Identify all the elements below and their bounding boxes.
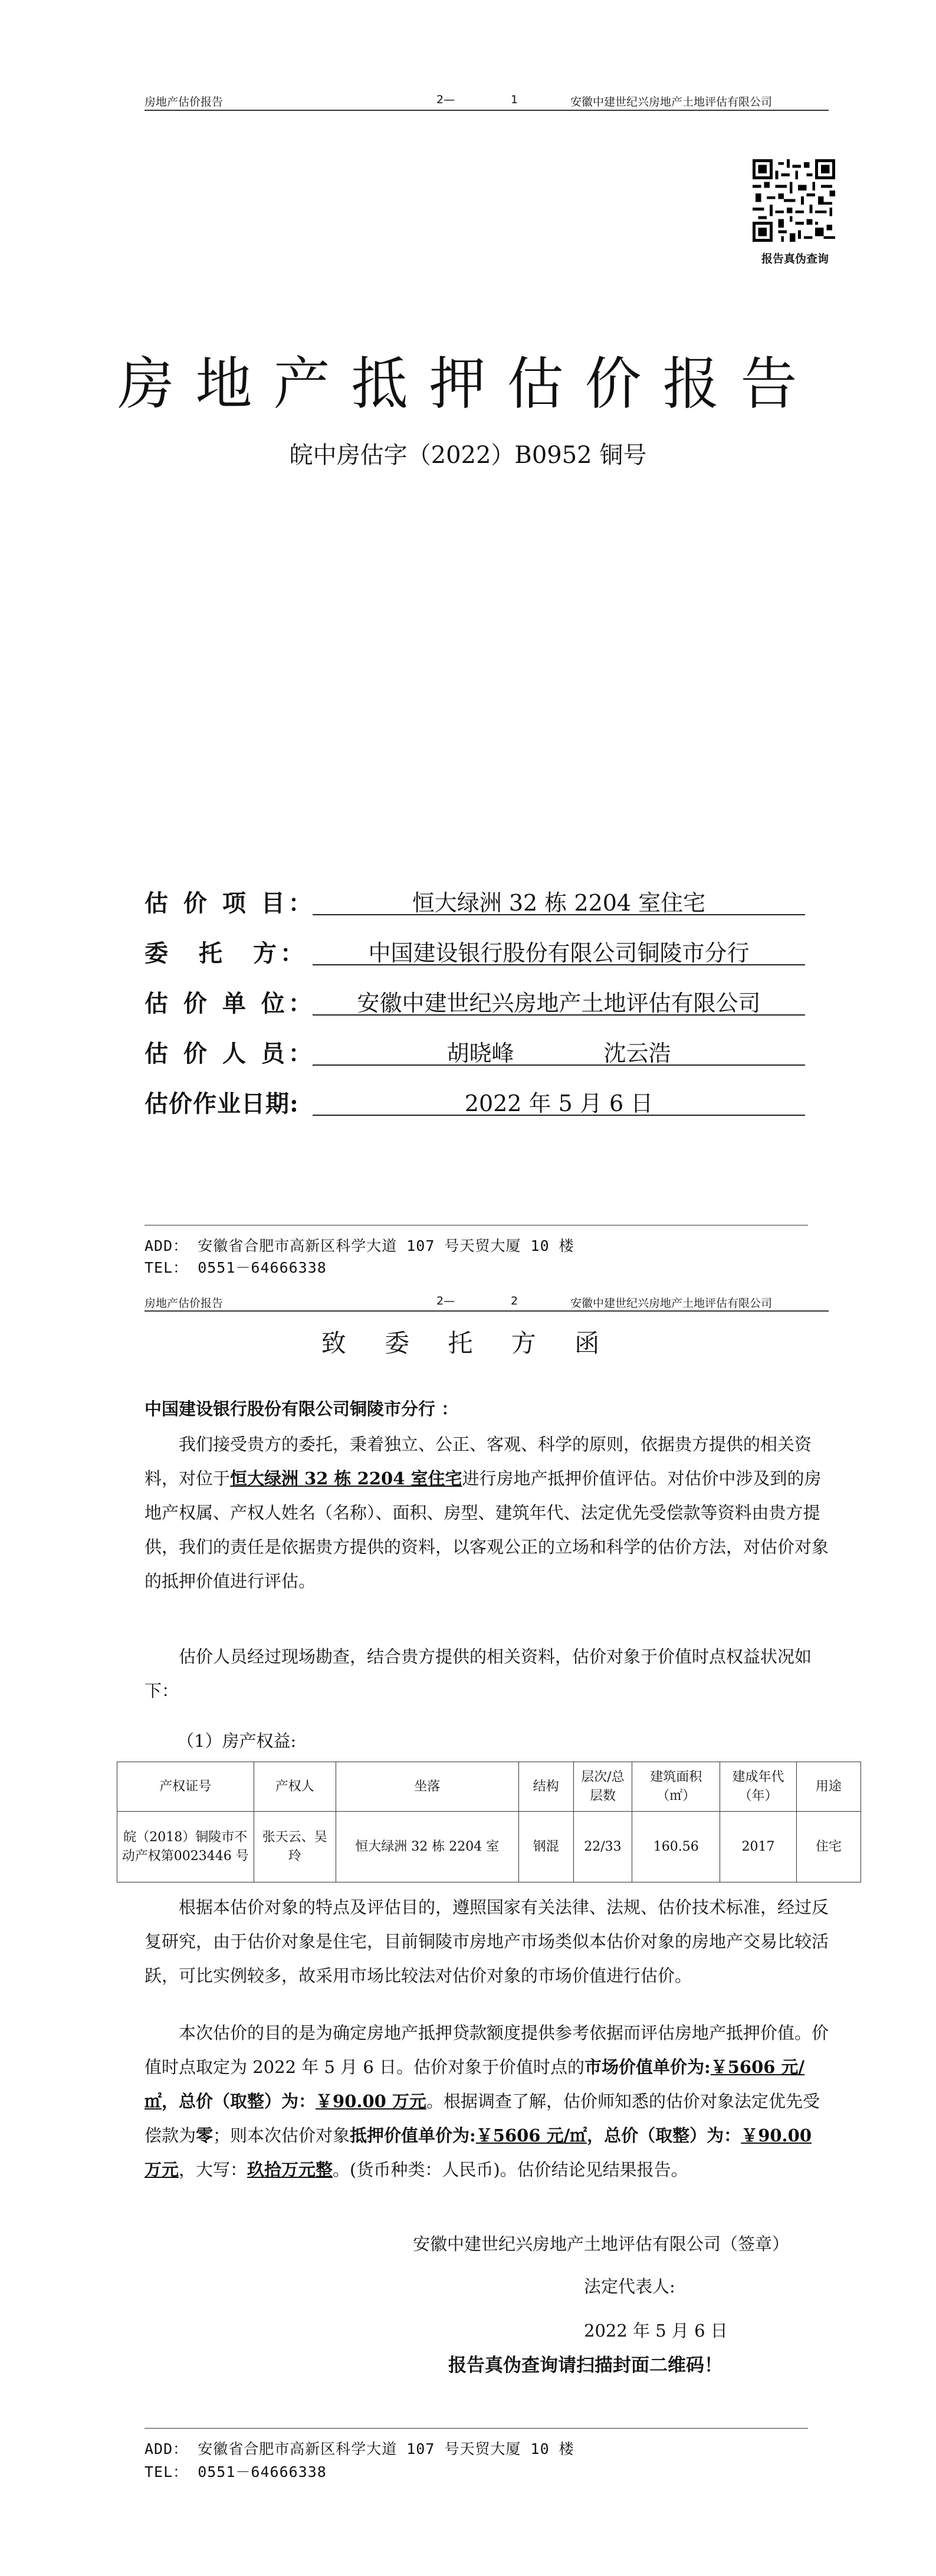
page2-footer-address: ADD： 安徽省合肥市高新区科学大道 107 号天贸大厦 10 楼 (144, 2440, 574, 2457)
info-underline (313, 914, 805, 915)
report-number: 皖中房估字（2022）B0952 铜号 (289, 442, 647, 469)
page2-footer-rule (144, 2428, 808, 2429)
page2-header-right: 安徽中建世纪兴房地产土地评估有限公司 (570, 1297, 773, 1310)
page2-header-left: 房地产估价报告 (144, 1297, 224, 1310)
info-underline (313, 1064, 805, 1066)
table-header-cell: 坐落 (336, 1762, 518, 1812)
info-label: 估 价 项 目： (144, 889, 316, 917)
table-cell: 皖（2018）铜陵市不动产权第0023446 号 (117, 1812, 254, 1882)
table-cell: 恒大绿洲 32 栋 2204 室 (336, 1812, 518, 1882)
info-row-date (144, 1085, 805, 1126)
qr-caption: 报告真伪查询 (761, 252, 829, 265)
info-underline (313, 1014, 805, 1016)
info-row-unit (144, 985, 805, 1026)
addressee: 中国建设银行股份有限公司铜陵市分行 ： (144, 1399, 459, 1419)
page2-header-rule (144, 1310, 829, 1312)
table-header-cell: 层次/总层数 (573, 1762, 632, 1812)
property-rights-table (117, 1762, 861, 1882)
table-header-row (117, 1762, 861, 1812)
paragraph-4: 本次估价的目的是为确定房地产抵押贷款额度提供参考依据而评估房地产抵押价值。价值时点取定为 2022 年 5 月 6 日。估价对象于价值时点的市场价值单价为:￥5606 元/㎡，总价（取整）为：￥90.00 万元。根据调查了解，估价师知悉的估价对象法定优先受偿款为零；则本次估价对象抵押价值单价为:￥5606 元/㎡，总价（取整）为：￥90.00 万元，大写：玖拾万元整。(货币种类：人民币)。估价结论见结果报告。 (144, 2023, 829, 2180)
table-header-cell: 建成年代（年） (720, 1762, 796, 1812)
table-header-cell: 用途 (796, 1762, 861, 1812)
page1-header-right: 安徽中建世纪兴房地产土地评估有限公司 (570, 96, 773, 109)
info-row-client (144, 935, 805, 976)
page1-footer-address: ADD： 安徽省合肥市高新区科学大道 107 号天贸大厦 10 楼 (144, 1237, 574, 1254)
page1-header-left: 房地产估价报告 (144, 96, 224, 109)
info-value: 胡晓峰 沈云浩 (446, 1040, 671, 1066)
paragraph-2: 估价人员经过现场勘查，结合贵方提供的相关资料，估价对象于价值时点权益状况如下： (144, 1647, 812, 1701)
info-value: 2022 年 5 月 6 日 (464, 1090, 653, 1116)
page1-header-page: 2— (436, 93, 455, 106)
info-value: 恒大绿洲 32 栋 2204 室住宅 (412, 890, 706, 916)
info-row-project (144, 885, 805, 926)
letter-title: 致 委 托 方 函 (321, 1329, 615, 1358)
page1-footer-tel: TEL： 0551－64666338 (144, 1259, 327, 1276)
table-cell: 住宅 (796, 1812, 861, 1882)
info-label: 估 价 单 位： (144, 990, 316, 1017)
table-header-cell: 建筑面积（㎡） (632, 1762, 720, 1812)
paragraph-1: 我们接受贵方的委托，秉着独立、公正、客观、科学的原则，依据贵方提供的相关资料，对位于恒大绿洲 32 栋 2204 室住宅进行房地产抵押价值评估。对估价中涉及到的房地产权属、产权人姓名（名称）、面积、房型、建筑年代、法定优先受偿款等资料由贵方提供，我们的责任是依据贵方提供的资料，以客观公正的立场和科学的估价方法，对估价对象的抵押价值进行评估。 (144, 1434, 829, 1591)
page1-header-rule (144, 110, 829, 111)
legal-representative: 法定代表人: (584, 2276, 675, 2296)
info-row-appraisers (144, 1035, 805, 1076)
table-cell: 22/33 (573, 1812, 632, 1882)
info-underline (313, 1115, 805, 1116)
info-value: 中国建设银行股份有限公司铜陵市分行 (368, 940, 750, 966)
qr-code (753, 159, 835, 242)
table-cell: 张天云、吴玲 (254, 1812, 336, 1882)
info-label: 估 价 人 员： (144, 1040, 316, 1067)
report-title: 房地产抵押估价报告 (117, 351, 819, 417)
table-header-cell: 结构 (518, 1762, 573, 1812)
page2-header-num: 2 (511, 1294, 518, 1307)
paragraph-3: 根据本估价对象的特点及评估目的，遵照国家有关法律、法规、估价技术标准，经过反复研究，由于估价对象是住宅，目前铜陵市房地产市场类似本估价对象的房地产交易比较活跃，可比实例较多，故采用市场比较法对估价对象的市场价值进行估价。 (144, 1897, 829, 1986)
info-label: 估价作业日期: (144, 1090, 299, 1118)
signature-company: 安徽中建世纪兴房地产土地评估有限公司（签章） (413, 2234, 790, 2254)
info-value: 安徽中建世纪兴房地产土地评估有限公司 (357, 990, 761, 1016)
signature-date: 2022 年 5 月 6 日 (584, 2321, 728, 2341)
info-label: 委 托 方： (144, 939, 307, 967)
rights-label: （1）房产权益: (177, 1731, 297, 1751)
info-underline (313, 964, 805, 965)
table-header-cell: 产权人 (254, 1762, 336, 1812)
table-cell: 2017 (720, 1812, 796, 1882)
page2-footer-tel: TEL： 0551－64666338 (144, 2463, 327, 2480)
qr-verification-note: 报告真伪查询请扫描封面二维码！ (448, 2355, 722, 2376)
page1-header-num: 1 (511, 93, 518, 106)
table-cell: 160.56 (632, 1812, 720, 1882)
table-row (117, 1812, 861, 1882)
table-cell: 钢混 (518, 1812, 573, 1882)
page2-header-page: 2— (436, 1294, 455, 1307)
table-header-cell: 产权证号 (117, 1762, 254, 1812)
